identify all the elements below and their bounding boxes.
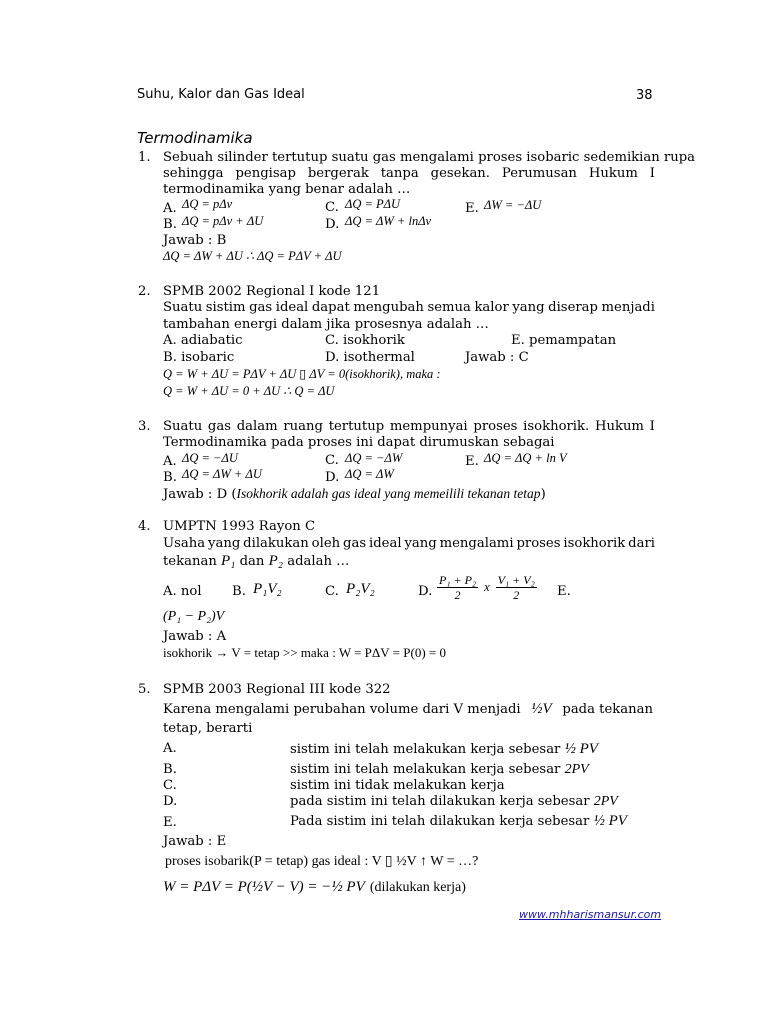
option-d-formula: ΔQ = ΔW + lnΔv bbox=[345, 214, 432, 228]
option-formula: ½ PV bbox=[593, 813, 627, 829]
option-c: C. isokhorik bbox=[325, 333, 405, 348]
question-text-line: Sebuah silinder tertutup suatu gas mengalami proses isobaric sedemikian rupa bbox=[163, 150, 696, 165]
option-label: A. bbox=[163, 454, 177, 469]
times-sign: x bbox=[484, 580, 490, 594]
option-label: D. bbox=[325, 217, 340, 232]
pressure-p2: P₂ bbox=[268, 553, 284, 569]
text: adalah … bbox=[287, 554, 350, 569]
question-text-line bbox=[163, 553, 349, 570]
option-b-formula: P₁V₂ bbox=[253, 581, 282, 597]
text: sistim ini telah melakukan kerja sebesar bbox=[290, 742, 561, 757]
denominator: 2 bbox=[513, 588, 520, 602]
option-label: B. bbox=[163, 470, 177, 485]
fraction-volume bbox=[496, 573, 537, 602]
question-number: 5. bbox=[138, 682, 151, 697]
option-text bbox=[290, 794, 618, 810]
option-label: D. bbox=[325, 470, 340, 485]
fraction-pressure bbox=[437, 573, 478, 602]
option-text bbox=[290, 741, 598, 758]
option-label: A. bbox=[163, 741, 177, 756]
option-d: D. isothermal bbox=[325, 350, 415, 365]
question-text-line bbox=[163, 701, 653, 718]
answer-working bbox=[163, 876, 466, 896]
option-label: C. bbox=[163, 778, 177, 793]
answer: Jawab : B bbox=[163, 233, 227, 248]
half-volume: ½V bbox=[531, 701, 552, 717]
answer-prefix: Jawab : D ( bbox=[163, 487, 237, 502]
option-a: A. adiabatic bbox=[163, 333, 243, 348]
question-text-line: tambahan energi dalam jika prosesnya adalah … bbox=[163, 317, 489, 332]
option-label: C. bbox=[325, 453, 339, 468]
answer-working: Q = W + ΔU = PΔV + ΔU ▯ ΔV = 0(isokhorik), maka : bbox=[163, 367, 441, 381]
option-text: sistim ini tidak melakukan kerja bbox=[290, 778, 505, 793]
option-label: B. bbox=[232, 584, 246, 599]
question-number: 4. bbox=[138, 519, 151, 534]
option-b: B. isobaric bbox=[163, 350, 235, 365]
option-formula: ½ PV bbox=[564, 741, 598, 757]
option-e-formula: ΔW = −ΔU bbox=[484, 198, 542, 212]
text: pada sistim ini telah dilakukan kerja sebesar bbox=[290, 794, 590, 809]
question-number: 3. bbox=[138, 419, 151, 434]
question-text-line: Usaha yang dilakukan oleh gas ideal yang mengalami proses isokhorik dari bbox=[163, 536, 655, 551]
option-a-formula: ΔQ = −ΔU bbox=[182, 451, 238, 465]
numerator: P₁ + P₂ bbox=[439, 573, 477, 587]
option-a-formula: ΔQ = pΔv bbox=[182, 197, 233, 211]
option-formula: 2PV bbox=[564, 762, 589, 777]
option-c-formula: ΔQ = −ΔW bbox=[345, 451, 403, 465]
running-header-title: Suhu, Kalor dan Gas Ideal bbox=[137, 87, 305, 102]
option-c-formula: P₂V₂ bbox=[346, 581, 375, 597]
option-d-formula: ΔQ = ΔW bbox=[345, 467, 394, 481]
text: tekanan bbox=[163, 554, 217, 569]
answer: Jawab : A bbox=[163, 629, 227, 644]
question-source: SPMB 2003 Regional III kode 322 bbox=[163, 682, 391, 697]
question-source: SPMB 2002 Regional I kode 121 bbox=[163, 284, 381, 299]
answer-working: isokhorik → V = tetap >> maka : W = PΔV = P(0) = 0 bbox=[163, 645, 446, 660]
work-formula: W = PΔV = P(½V − V) = −½ PV bbox=[163, 879, 365, 895]
denominator: 2 bbox=[454, 588, 461, 602]
option-a: A. nol bbox=[163, 584, 202, 599]
text: dan bbox=[239, 554, 265, 569]
option-text bbox=[290, 813, 627, 830]
question-source: UMPTN 1993 Rayon C bbox=[163, 519, 316, 534]
answer-note: Isokhorik adalah gas ideal yang memeilili tekanan tetap bbox=[236, 486, 541, 501]
option-e-formula: (P₁ − P₂)V bbox=[163, 609, 225, 624]
page-number: 38 bbox=[636, 88, 653, 103]
option-label: E. bbox=[465, 454, 479, 469]
option-label: D. bbox=[163, 794, 178, 809]
option-e-formula: ΔQ = ΔQ + ln V bbox=[484, 451, 567, 465]
answer: Jawab : E bbox=[163, 834, 227, 849]
text: Pada sistim ini telah dilakukan kerja sebesar bbox=[290, 814, 590, 829]
question-text-line: Suatu sistim gas ideal dapat mengubah semua kalor yang diserap menjadi bbox=[163, 300, 655, 315]
text: sistim ini telah melakukan kerja sebesar bbox=[290, 762, 561, 777]
pressure-p1: P₁ bbox=[221, 553, 236, 569]
text: pada tekanan bbox=[562, 702, 653, 717]
question-text-line: sehingga pengisap bergerak tanpa gesekan. Perumusan Hukum I bbox=[163, 166, 655, 181]
option-formula: 2PV bbox=[593, 794, 618, 809]
option-label: E. bbox=[163, 815, 177, 830]
option-c-formula: ΔQ = PΔU bbox=[345, 197, 401, 211]
question-text-line: termodinamika yang benar adalah … bbox=[163, 182, 411, 197]
question-text-line: Suatu gas dalam ruang tertutup mempunyai proses isokhorik. Hukum I bbox=[163, 419, 655, 434]
answer-suffix: ) bbox=[540, 487, 546, 502]
text: Karena mengalami perubahan volume dari V menjadi bbox=[163, 702, 521, 717]
section-title: Termodinamika bbox=[137, 129, 253, 147]
numerator: V₁ + V₂ bbox=[497, 573, 535, 587]
option-label: A. bbox=[163, 201, 177, 216]
option-label: C. bbox=[325, 200, 339, 215]
answer-working: Q = W + ΔU = 0 + ΔU ∴ Q = ΔU bbox=[163, 384, 335, 398]
option-label: E. bbox=[557, 584, 571, 599]
work-note: (dilakukan kerja) bbox=[369, 880, 466, 895]
answer: Jawab : C bbox=[465, 350, 529, 365]
answer-working: proses isobarik(P = tetap) gas ideal : V ▯ ½V ↑ W = …? bbox=[165, 854, 479, 869]
option-b-formula: ΔQ = ΔW + ΔU bbox=[182, 467, 262, 481]
option-e: E. pemampatan bbox=[511, 333, 617, 348]
answer-working: ΔQ = ΔW + ΔU ∴ ΔQ = PΔV + ΔU bbox=[163, 249, 342, 263]
question-text-line: tetap, berarti bbox=[163, 721, 253, 736]
option-b-formula: ΔQ = pΔv + ΔU bbox=[182, 214, 264, 228]
answer bbox=[163, 486, 546, 502]
question-number: 2. bbox=[138, 284, 151, 299]
option-label: B. bbox=[163, 217, 177, 232]
question-text-line: Termodinamika pada proses ini dapat dirumuskan sebagai bbox=[163, 435, 555, 450]
option-text bbox=[290, 762, 589, 778]
option-label: D. bbox=[418, 584, 433, 599]
option-label: C. bbox=[325, 584, 339, 599]
question-number: 1. bbox=[138, 150, 151, 165]
option-label: E. bbox=[465, 201, 479, 216]
website-link[interactable]: www.mhharismansur.com bbox=[519, 908, 662, 921]
option-label: B. bbox=[163, 762, 177, 777]
option-d-formula bbox=[437, 573, 537, 602]
